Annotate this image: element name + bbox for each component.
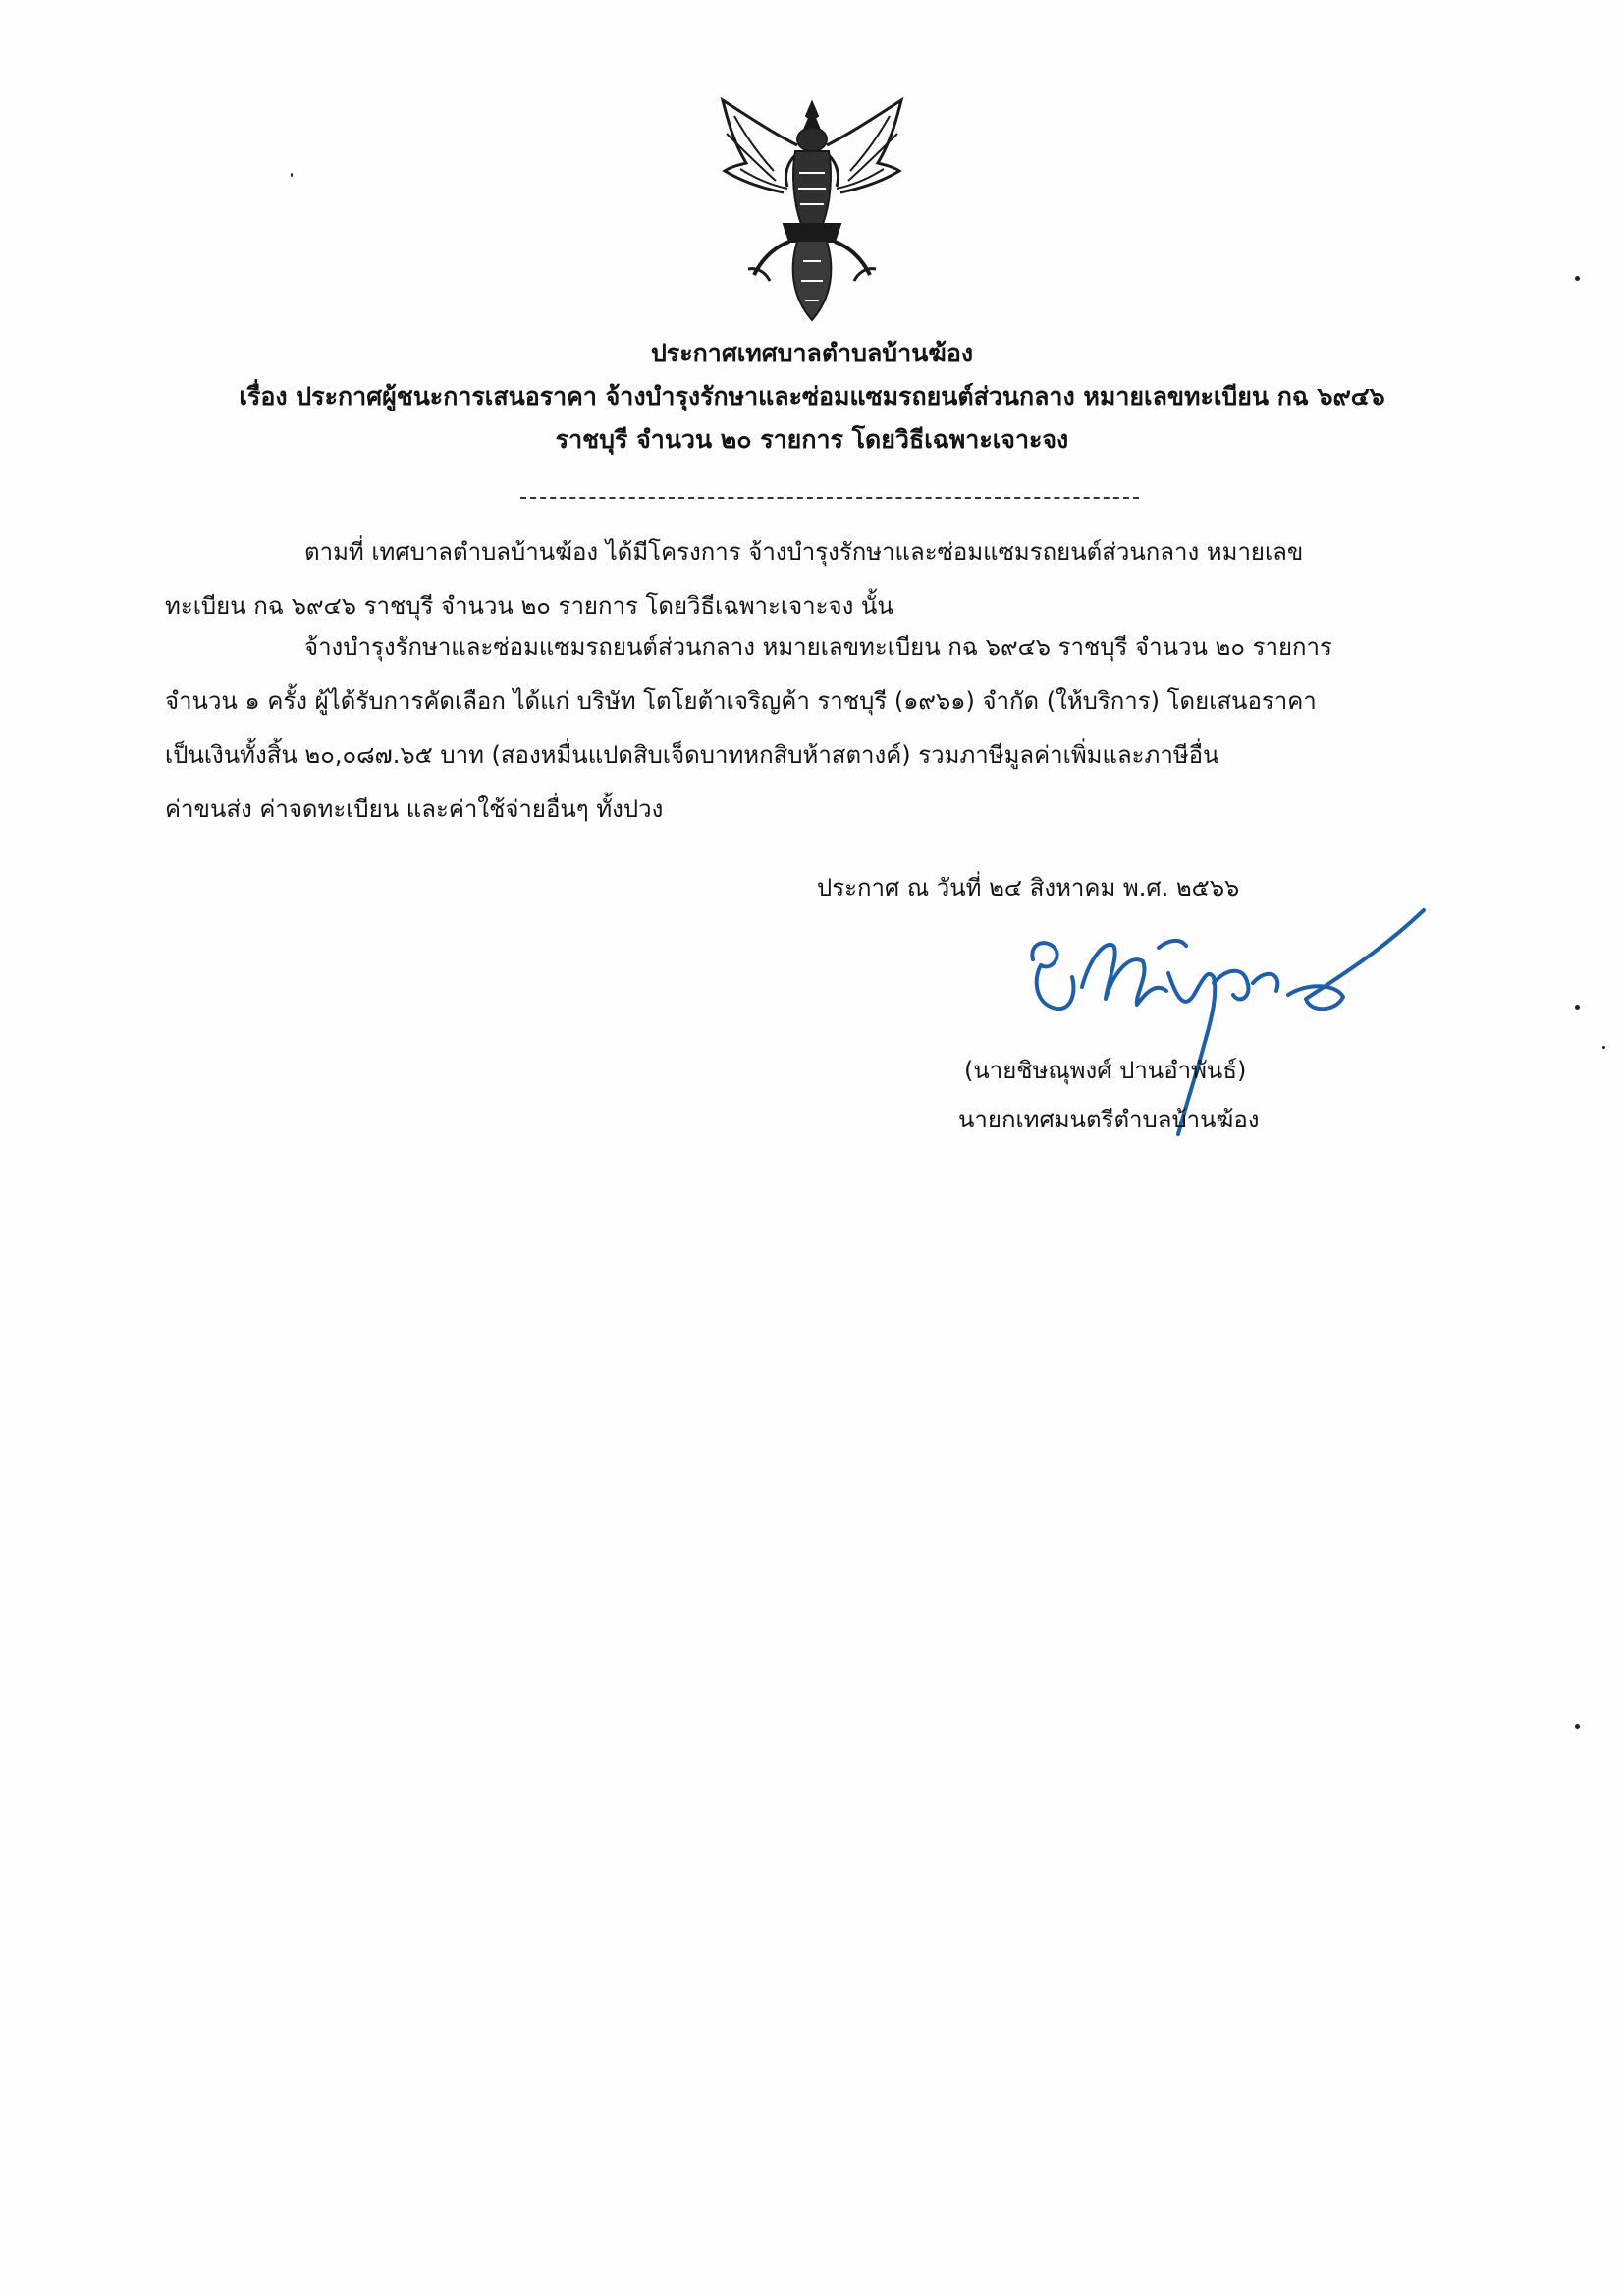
dashed-divider: [520, 497, 1139, 499]
body-paragraph-2: [165, 621, 1459, 837]
paragraph-line: ค่าขนส่ง ค่าจดทะเบียน และค่าใช้จ่ายอื่นๆ ทั้งปวง: [165, 795, 664, 823]
paragraph-line: เป็นเงินทั้งสิ้น ๒๐,๐๘๗.๖๕ บาท (สองหมื่นแปดสิบเจ็ดบาทหกสิบห้าสตางค์) รวมภาษีมูลค่าเพิ่มและภาษีอื่น: [165, 741, 1219, 769]
body-paragraph-1: [165, 525, 1459, 633]
paragraph-line: จ้างบำรุงรักษาและซ่อมแซมรถยนต์ส่วนกลาง หมายเลขทะเบียน กฉ ๖๙๔๖ ราชบุรี จำนวน ๒๐ รายการ: [304, 633, 1332, 661]
scan-speck: [1602, 1046, 1605, 1049]
scan-speck: [1575, 1724, 1580, 1729]
garuda-emblem: [705, 94, 919, 326]
paragraph-line: ตามที่ เทศบาลตำบลบ้านฆ้อง ได้มีโครงการ จ้างบำรุงรักษาและซ่อมแซมรถยนต์ส่วนกลาง หมายเลข: [304, 538, 1304, 566]
announcement-subject: เรื่อง ประกาศผู้ชนะการเสนอราคา จ้างบำรุงรักษาและซ่อมแซมรถยนต์ส่วนกลาง หมายเลขทะเบียน กฉ ๖๙๔๖: [239, 382, 1385, 410]
scan-speck: [291, 173, 293, 177]
scan-speck: [1575, 1005, 1580, 1010]
scan-speck: [1575, 276, 1580, 281]
paragraph-line: จำนวน ๑ ครั้ง ผู้ได้รับการคัดเลือก ได้แก่ บริษัท โตโยต้าเจริญค้า ราชบุรี (๑๙๖๑) จำกัด (ให้บริการ) โดยเสนอราคา: [165, 687, 1317, 715]
signer-name: (นายชิษณุพงศ์ ปานอำพันธ์): [964, 1057, 1247, 1084]
signer-title: นายกเทศมนตรีตำบลบ้านฆ้อง: [958, 1106, 1260, 1133]
paragraph-line: ทะเบียน กฉ ๖๙๔๖ ราชบุรี จำนวน ๒๐ รายการ โดยวิธีเฉพาะเจาะจง นั้น: [165, 592, 893, 620]
announcement-heading: ประกาศเทศบาลตำบลบ้านฆ้อง: [650, 339, 974, 367]
announcement-date: ประกาศ ณ วันที่ ๒๔ สิงหาคม พ.ศ. ๒๕๖๖: [817, 874, 1240, 902]
announcement-subject-continued: ราชบุรี จำนวน ๒๐ รายการ โดยวิธีเฉพาะเจาะจง: [555, 425, 1069, 454]
handwritten-signature: [1011, 889, 1443, 1183]
